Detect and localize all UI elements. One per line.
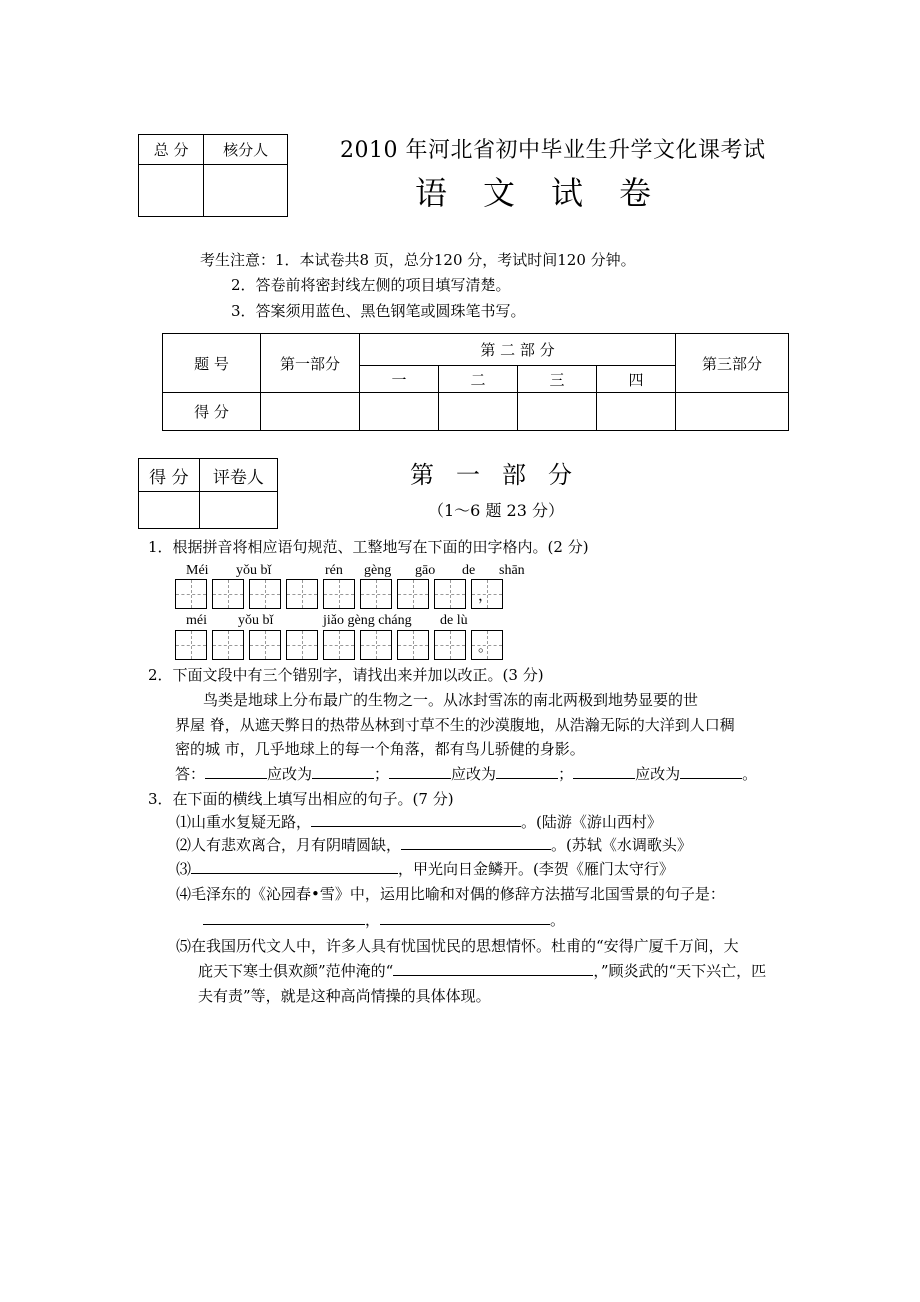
score-cell-part3[interactable] bbox=[676, 393, 789, 431]
answer-blank-wrong-2[interactable] bbox=[389, 778, 451, 779]
q3-item-2-prefix: ⑵人有悲欢离合，月有阴晴圆缺， bbox=[176, 836, 402, 854]
notice-line-3: 3．答案须用蓝色、黑色钢笔或圆珠笔书写。 bbox=[231, 302, 526, 320]
part2-sub-1: 一 bbox=[360, 366, 439, 393]
notice-line-2: 2．答卷前将密封线左侧的项目填写清楚。 bbox=[231, 276, 511, 294]
tianzige-cell[interactable] bbox=[471, 579, 503, 609]
part3-header: 第三部分 bbox=[676, 334, 789, 393]
q3-blank-2[interactable] bbox=[401, 849, 551, 850]
answer-blank-wrong-1[interactable] bbox=[205, 778, 267, 779]
period-mark: 。 bbox=[478, 637, 494, 655]
q3-item-3 bbox=[176, 858, 674, 879]
notice-line-1: 考生注意：1．本试卷共8 页，总分120 分，考试时间120 分钟。 bbox=[200, 251, 636, 269]
q3-item-5-prefix: 庇天下寒士俱欢颜”范仲淹的“ bbox=[198, 962, 394, 980]
q2-paragraph-line-1: 鸟类是地球上分布最广的生物之一。从冰封雪冻的南北两极到地势显要的世 bbox=[203, 691, 699, 709]
tianzige-cell[interactable] bbox=[471, 630, 503, 660]
tianzige-cell[interactable] bbox=[212, 630, 244, 660]
tianzige-cell[interactable] bbox=[323, 630, 355, 660]
question-1: 1．根据拼音将相应语句规范、工整地写在下面的田字格内。(2 分) bbox=[148, 538, 589, 556]
q3-item-5-suffix: ，”顾炎武的“天下兴亡，匹 bbox=[593, 962, 767, 980]
answer-blank-correct-3[interactable] bbox=[680, 778, 742, 779]
pinyin-1-3: rén bbox=[325, 563, 343, 578]
total-score-box bbox=[138, 134, 288, 217]
part2-sub-2: 二 bbox=[439, 366, 518, 393]
tianzige-cell[interactable] bbox=[249, 630, 281, 660]
q3-item-2-source: 。(苏轼《水调歌头》 bbox=[551, 836, 692, 854]
change-to-label: 应改为 bbox=[635, 765, 681, 783]
tianzige-cell[interactable] bbox=[249, 579, 281, 609]
q3-blank-4a[interactable] bbox=[203, 924, 365, 925]
q3-item-5-line-2 bbox=[198, 960, 766, 981]
q3-blank-4b[interactable] bbox=[380, 924, 550, 925]
q3-item-5-line-1: ⑸在我国历代文人中，许多人具有忧国忧民的思想情怀。杜甫的“安得广厦千万间，大 bbox=[176, 937, 739, 955]
tianzige-cell[interactable] bbox=[323, 579, 355, 609]
tianzige-cell[interactable] bbox=[397, 630, 429, 660]
part2-sub-4: 四 bbox=[597, 366, 676, 393]
q3-item-1-source: 。(陆游《游山西村》 bbox=[521, 813, 662, 831]
question-3: 3．在下面的横线上填写出相应的句子。(7 分) bbox=[148, 790, 454, 808]
q3-item-3-prefix: ⑶ bbox=[176, 860, 192, 878]
tianzige-cell[interactable] bbox=[212, 579, 244, 609]
q3-item-4-answer bbox=[203, 909, 565, 930]
pinyin-1-7: shān bbox=[499, 563, 525, 578]
score-cell-part2-3[interactable] bbox=[518, 393, 597, 431]
separator: ； bbox=[558, 765, 574, 783]
part1-subtitle: （1～6 题 23 分） bbox=[428, 501, 564, 520]
score-cell-part2-2[interactable] bbox=[439, 393, 518, 431]
tianzige-cell[interactable] bbox=[360, 630, 392, 660]
q2-answer-line bbox=[175, 763, 757, 784]
pinyin-1-5: gāo bbox=[415, 563, 436, 578]
q3-item-3-source: ，甲光向日金鳞开。(李贺《雁门太守行》 bbox=[398, 860, 674, 878]
checker-label: 核分人 bbox=[204, 135, 288, 165]
q2-paragraph-line-2: 界屋 脊，从遮天弊日的热带丛林到寸草不生的沙漠腹地，从浩瀚无际的大洋到人口稠 bbox=[175, 716, 735, 734]
score-cell-part1[interactable] bbox=[261, 393, 360, 431]
pinyin-1-4: gèng bbox=[364, 563, 392, 578]
question-number-header: 题 号 bbox=[163, 334, 261, 393]
paper-title: 语文试卷 bbox=[415, 174, 688, 212]
q3-blank-1[interactable] bbox=[311, 826, 521, 827]
pinyin-2-1: méi bbox=[186, 613, 207, 628]
answer-blank-wrong-3[interactable] bbox=[573, 778, 635, 779]
score-cell-part2-4[interactable] bbox=[597, 393, 676, 431]
grader-score-cell[interactable] bbox=[139, 492, 200, 529]
part2-sub-3: 三 bbox=[518, 366, 597, 393]
q3-item-2 bbox=[176, 834, 692, 855]
answer-label: 答： bbox=[175, 765, 206, 783]
pinyin-1-1: Méi bbox=[186, 563, 209, 578]
answer-blank-correct-2[interactable] bbox=[496, 778, 558, 779]
comma: ， bbox=[365, 911, 381, 929]
exam-title: 2010 年河北省初中毕业生升学文化课考试 bbox=[340, 138, 766, 163]
pinyin-2-4: de lù bbox=[440, 613, 468, 628]
part2-header: 第 二 部 分 bbox=[360, 334, 676, 366]
pinyin-1-6: de bbox=[462, 563, 476, 578]
tianzige-cell[interactable] bbox=[397, 579, 429, 609]
comma-mark: ， bbox=[478, 586, 494, 604]
checker-cell[interactable] bbox=[204, 165, 288, 217]
change-to-label: 应改为 bbox=[451, 765, 497, 783]
question-2: 2．下面文段中有三个错别字，请找出来并加以改正。(3 分) bbox=[148, 666, 544, 684]
tianzige-cell[interactable] bbox=[360, 579, 392, 609]
answer-blank-correct-1[interactable] bbox=[312, 778, 374, 779]
q3-item-1 bbox=[176, 811, 662, 832]
pinyin-2-3: jiǎo gèng cháng bbox=[323, 613, 412, 628]
period: 。 bbox=[742, 765, 758, 783]
period: 。 bbox=[550, 911, 566, 929]
tianzige-cell[interactable] bbox=[286, 630, 318, 660]
change-to-label: 应改为 bbox=[267, 765, 313, 783]
pinyin-1-2: yǒu bǐ bbox=[236, 563, 272, 578]
q3-item-1-prefix: ⑴山重水复疑无路， bbox=[176, 813, 312, 831]
score-cell-part2-1[interactable] bbox=[360, 393, 439, 431]
score-table bbox=[162, 333, 789, 431]
part1-header: 第一部分 bbox=[261, 334, 360, 393]
tianzige-cell[interactable] bbox=[434, 579, 466, 609]
grader-name-cell[interactable] bbox=[199, 492, 277, 529]
tianzige-cell[interactable] bbox=[175, 579, 207, 609]
grader-score-label: 得 分 bbox=[139, 459, 200, 492]
pinyin-2-2: yǒu bǐ bbox=[238, 613, 274, 628]
q3-blank-5[interactable] bbox=[393, 975, 593, 976]
grader-label: 评卷人 bbox=[199, 459, 277, 492]
separator: ； bbox=[374, 765, 390, 783]
total-score-label: 总 分 bbox=[139, 135, 204, 165]
q2-paragraph-line-3: 密的城 市，几乎地球上的每一个角落，都有鸟儿骄健的身影。 bbox=[175, 740, 585, 758]
tianzige-cell[interactable] bbox=[175, 630, 207, 660]
q3-item-5-line-3: 夫有责”等，就是这种高尚情操的具体体现。 bbox=[198, 987, 491, 1005]
tianzige-cell[interactable] bbox=[434, 630, 466, 660]
q3-blank-3[interactable] bbox=[191, 873, 398, 874]
grader-box bbox=[138, 458, 278, 529]
tianzige-cell[interactable] bbox=[286, 579, 318, 609]
q3-item-4: ⑷毛泽东的《沁园春•雪》中，运用比喻和对偶的修辞方法描写北国雪景的句子是： bbox=[176, 885, 725, 903]
score-row-label: 得 分 bbox=[163, 393, 261, 431]
total-score-cell[interactable] bbox=[139, 165, 204, 217]
part1-title: 第一部分 bbox=[410, 461, 594, 489]
